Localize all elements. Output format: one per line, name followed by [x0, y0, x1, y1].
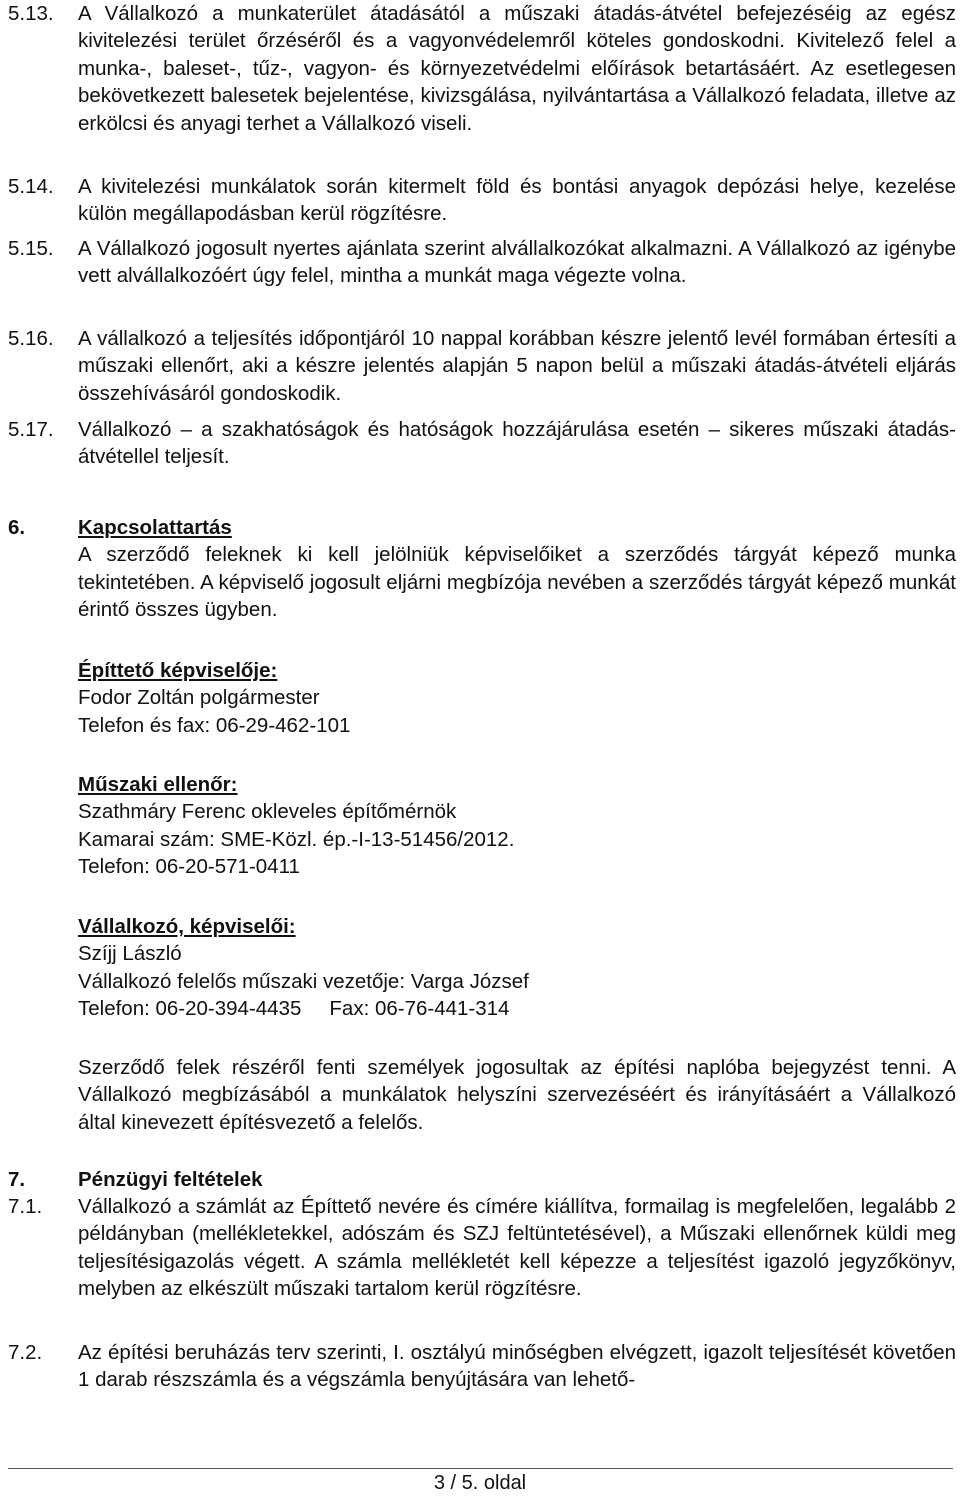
section-number: 6.: [8, 516, 26, 539]
contractor-block: [78, 913, 956, 1023]
paragraph-number: 7.2.: [8, 1341, 43, 1364]
contractor-name: Szíjj László: [78, 942, 182, 966]
inspector-block: [78, 771, 956, 881]
section-number: 7.: [8, 1168, 26, 1191]
section-6: [8, 514, 956, 624]
inspector-name: Szathmáry Ferenc okleveles építőmérnök: [78, 800, 457, 824]
paragraph-number: 5.15.: [8, 237, 54, 260]
paragraph-number: 5.16.: [8, 327, 54, 350]
client-heading: Építtető képviselője:: [78, 659, 278, 682]
paragraph-5-15: [8, 235, 956, 290]
inspector-phone: Telefon: 06-20-571-0411: [78, 855, 300, 879]
paragraph-text: A Vállalkozó jogosult nyertes ajánlata szerint alvállalkozókat alkalmazni. A Vállalkozó az igénybe vett alvállalkozóért úgy felel, mintha a munkát maga végezte volna.: [78, 237, 956, 288]
paragraph-7-2: [8, 1339, 956, 1394]
section-title: Pénzügyi feltételek: [78, 1168, 263, 1191]
paragraph-5-17: [8, 416, 956, 471]
paragraph-text: A vállalkozó a teljesítés időpontjáról 10 nappal korábban készre jelentő levél formában értesíti a műszaki ellenőrt, aki a készre jelentés alapján 5 napon belül a műszaki átadás-átvételi eljárás összehívásáról gondoskodik.: [78, 327, 956, 405]
client-phone: Telefon és fax: 06-29-462-101: [78, 713, 351, 737]
contractor-phone: Telefon: 06-20-394-4435: [78, 997, 302, 1021]
contractor-heading: Vállalkozó, képviselői:: [78, 915, 296, 938]
paragraph-number: 5.13.: [8, 2, 54, 25]
paragraph-number: 5.17.: [8, 418, 54, 441]
contractor-manager: Vállalkozó felelős műszaki vezetője: Varga József: [78, 969, 529, 993]
paragraph-text: A kivitelezési munkálatok során kitermelt föld és bontási anyagok depózási helye, kezelése külön megállapodásban kerül rögzítésre.: [78, 175, 956, 226]
paragraph-number: 5.14.: [8, 175, 54, 198]
paragraph-5-16: [8, 325, 956, 407]
client-name: Fodor Zoltán polgármester: [78, 686, 320, 710]
paragraph-text: Vállalkozó – a szakhatóságok és hatóságok hozzájárulása esetén – sikeres műszaki átadás-átvétellel teljesít.: [78, 418, 956, 469]
paragraph-text: A Vállalkozó a munkaterület átadásától a műszaki átadás-átvétel befejezéséig az egész kivitelezési terület őrzéséről és a vagyonvédelemről köteles gondoskodni. Kivitelező felel a munka-, baleset-, tűz-, vagyon- és környezetvédelmi előírások betartásáért. Az esetlegesen bekövetkezett balesetek bejelentése, kivizsgálása, nyilvántartása a Vállalkozó feladata, illetve az erkölcsi és anyagi terhet a Vállalkozó viseli.: [78, 2, 956, 135]
inspector-chamber-number: Kamarai szám: SME-Közl. ép.-I-13-51456/2012.: [78, 827, 515, 851]
section-7: [8, 1166, 956, 1193]
footer-divider: [8, 1468, 953, 1469]
section-title: Kapcsolattartás: [78, 516, 232, 539]
contractor-fax: Fax: 06-76-441-314: [329, 997, 510, 1021]
paragraph-7-1: [8, 1193, 956, 1303]
client-representative-block: [78, 657, 956, 739]
paragraph-number: 7.1.: [8, 1195, 43, 1218]
section-6-closing: Szerződő felek részéről fenti személyek jogosultak az építési naplóba bejegyzést tenni. A Vállalkozó megbízásából a munkálatok helyszíni szervezéséért és irányításáért a Vállalkozó által kinevezett építésvezető a felelős.: [78, 1056, 956, 1134]
page-number: 3 / 5. oldal: [433, 1472, 527, 1494]
inspector-heading: Műszaki ellenőr:: [78, 773, 238, 796]
paragraph-5-14: [8, 173, 956, 228]
paragraph-text: Az építési beruházás terv szerinti, I. osztályú minőségben elvégzett, igazolt teljesítését követően 1 darab részszámla és a végszámla benyújtására van lehető-: [78, 1341, 956, 1392]
paragraph-5-13: [8, 0, 956, 137]
paragraph-text: Vállalkozó a számlát az Építtető nevére és címére kiállítva, formailag is megfelelően, legalább 2 példányban (mellékletekkel, adószám és SZJ feltüntetésével), a Műszaki ellenőrnek küldi meg teljesítésigazolás végett. A számla mellékletét kell képezze a teljesítést igazoló jegyzőkönyv, melyben az elkészült műszaki tartalom kerül rögzítésre.: [78, 1195, 956, 1301]
section-intro: A szerződő feleknek ki kell jelölniük képviselőiket a szerződés tárgyát képező munka tekintetében. A képviselő jogosult eljárni megbízója nevében a szerződés tárgyát képező munkát érintő összes ügyben.: [78, 543, 956, 622]
